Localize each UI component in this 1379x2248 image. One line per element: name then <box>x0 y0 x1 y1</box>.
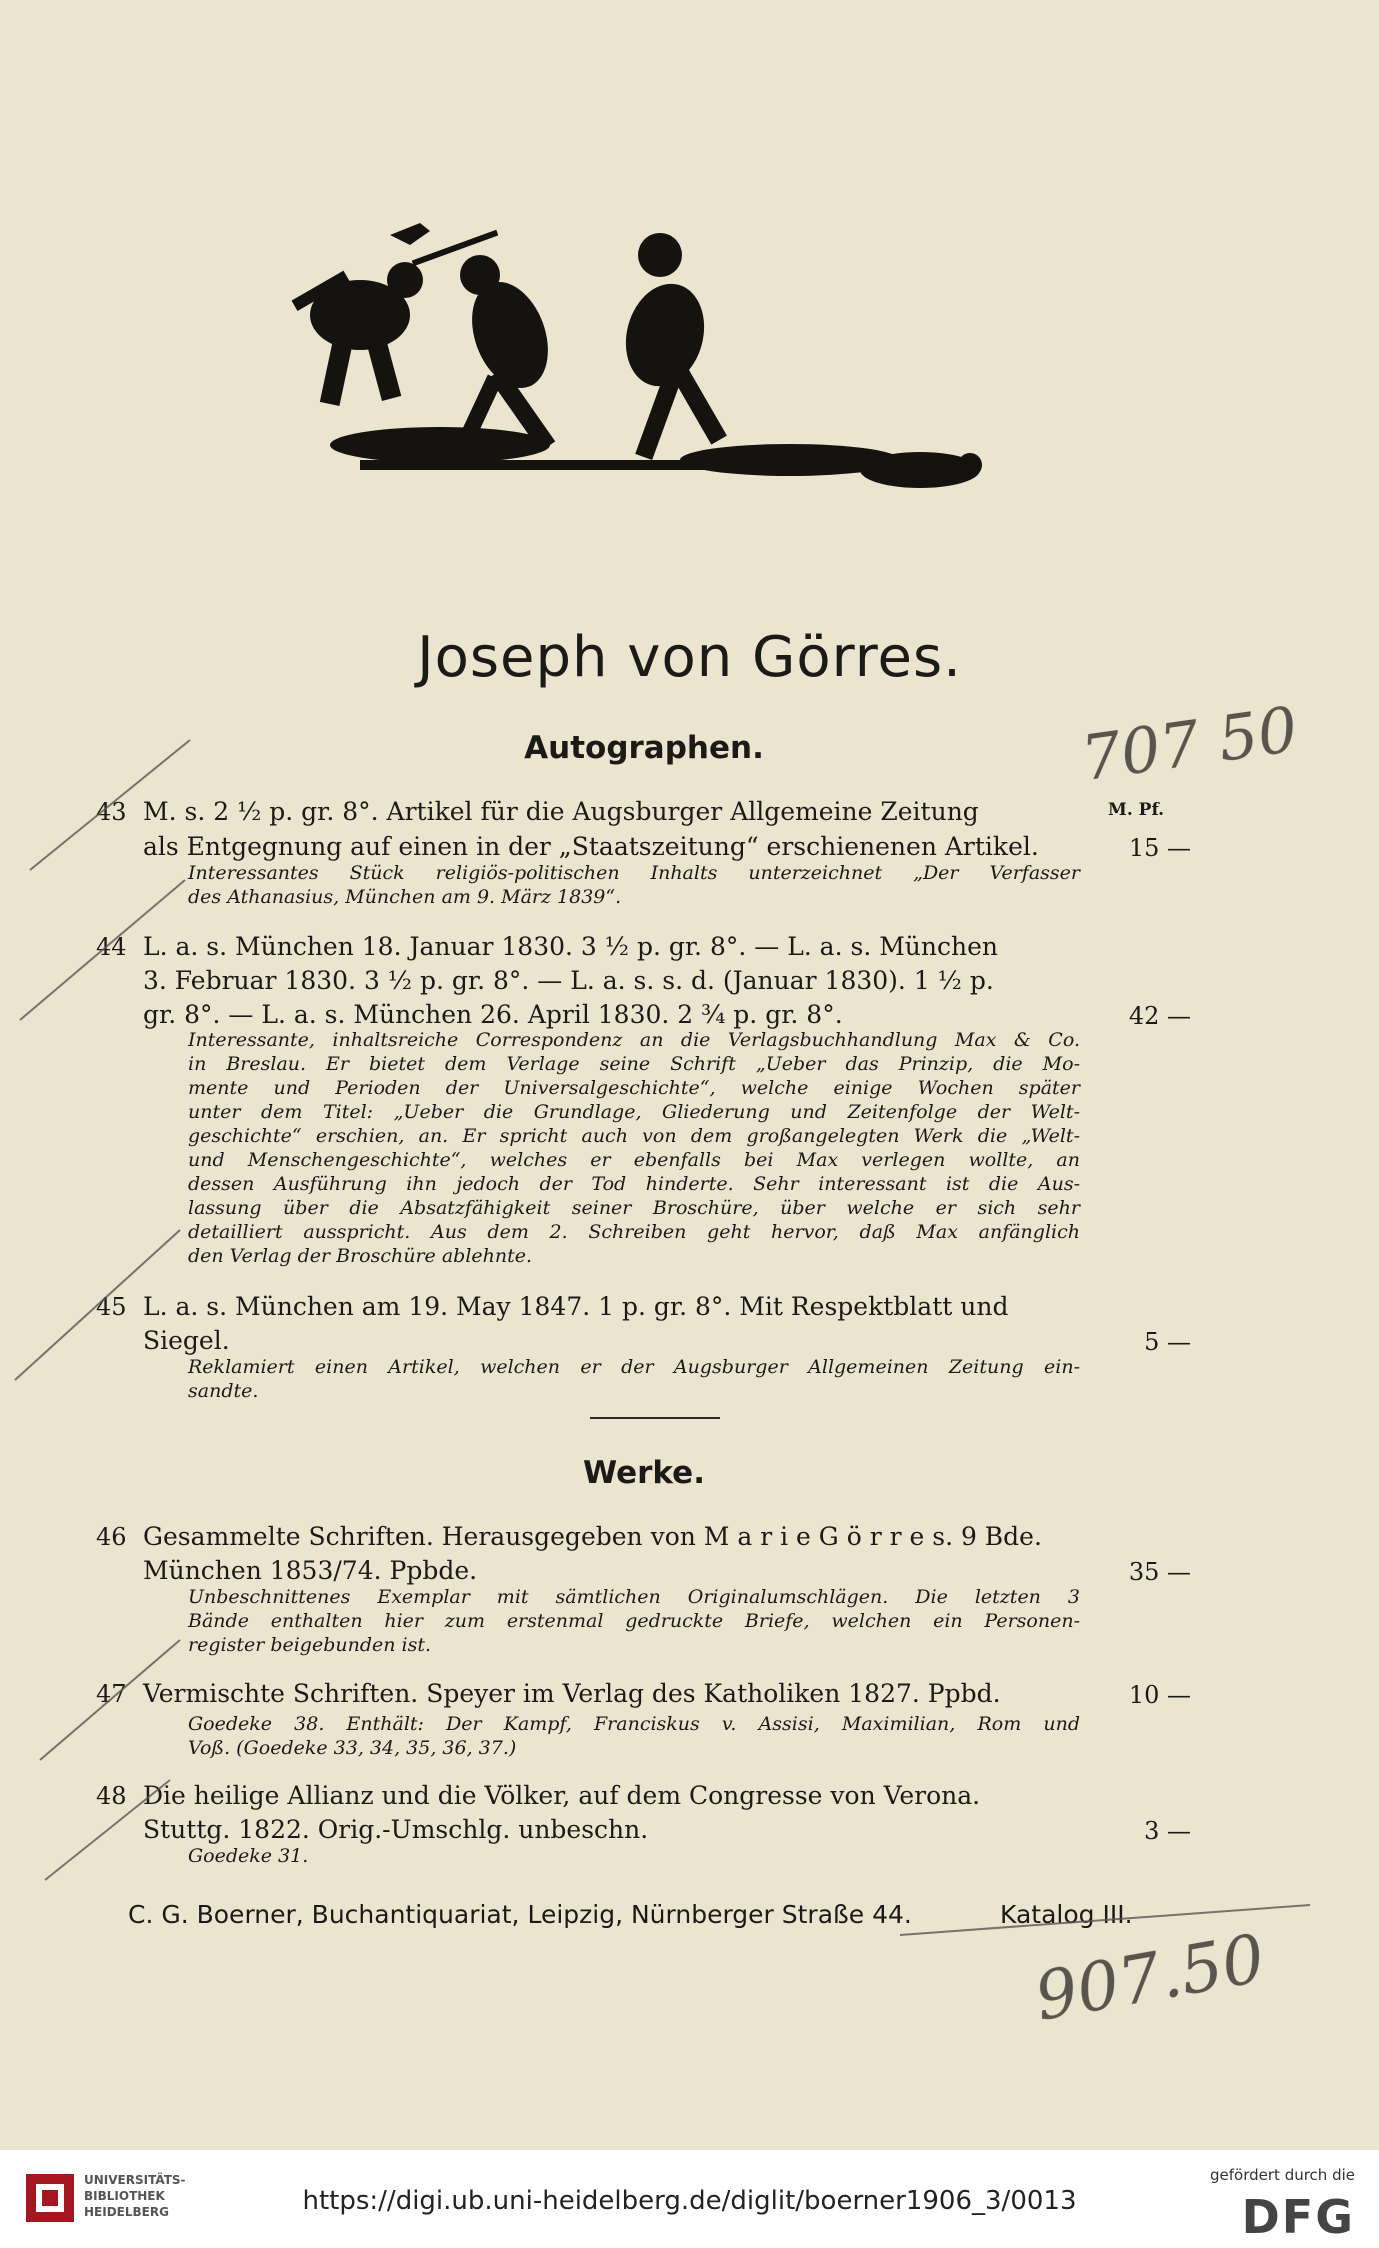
publisher-imprint: C. G. Boerner, Buchantiquariat, Leipzig, Nürnberger Straße 44. <box>128 1900 912 1929</box>
library-name: UNIVERSITÄTS- BIBLIOTHEK HEIDELBERG <box>84 2173 186 2219</box>
entry-line: Siegel. <box>143 1326 230 1355</box>
entry-line: gr. 8°. — L. a. s. München 26. April 1830. 2 ¾ p. gr. 8°. <box>143 1000 843 1029</box>
entry-line: Vermischte Schriften. Speyer im Verlag des Katholiken 1827. Ppbd. <box>143 1679 1001 1708</box>
entry-line: als Entgegnung auf einen in der „Staatszeitung“ erschienenen Artikel. <box>143 832 1039 861</box>
entry-number: 44 <box>96 933 127 961</box>
entry-price: 42 — <box>1128 1002 1191 1030</box>
entry-price: 15 — <box>1128 834 1191 862</box>
entry-line: L. a. s. München 18. Januar 1830. 3 ½ p. gr. 8°. — L. a. s. München <box>143 932 999 961</box>
funded-by-label: gefördert durch die <box>1210 2166 1355 2184</box>
entry-note: Reklamiert einen Artikel, welchen er der Augsburger Allgemeinen Zeitung ein- sandte. <box>188 1356 1080 1402</box>
entry-number: 48 <box>96 1782 127 1810</box>
section-heading-works: Werke. <box>583 1455 705 1491</box>
entry-price: 3 — <box>1144 1817 1191 1845</box>
entry-price: 35 — <box>1128 1558 1191 1586</box>
entry-line: Gesammelte Schriften. Herausgegeben von M a r i e G ö r r e s. 9 Bde. <box>143 1522 1042 1551</box>
page-title: Joseph von Görres. <box>417 625 962 690</box>
entry-line: 3. Februar 1830. 3 ½ p. gr. 8°. — L. a. s. s. d. (Januar 1830). 1 ½ p. <box>143 966 994 995</box>
permalink-url[interactable]: https://digi.ub.uni-heidelberg.de/diglit/boerner1906_3/0013 <box>302 2186 1077 2216</box>
entry-line: Stuttg. 1822. Orig.-Umschlg. unbeschn. <box>143 1815 649 1844</box>
entry-line: L. a. s. München am 19. May 1847. 1 p. gr. 8°. Mit Respektblatt und <box>143 1292 1009 1321</box>
handwritten-price-1: 707 50 <box>1076 692 1302 795</box>
entry-number: 45 <box>96 1293 127 1321</box>
entry-number: 46 <box>96 1523 127 1551</box>
entry-number: 47 <box>96 1680 127 1708</box>
entry-note: Goedeke 31. <box>188 1845 309 1867</box>
entry-note: Unbeschnittenes Exemplar mit sämtlichen Originalumschlägen. Die letzten 3 Bände enthalten hier zum erstenmal gedruckte Briefe, welchen ein Personen- register beigebunden ist. <box>188 1586 1080 1656</box>
entry-note: Goedeke 38. Enthält: Der Kampf, Franciskus v. Assisi, Maximilian, Rom und Voß. (Goedeke 33, 34, 35, 36, 37.) <box>188 1713 1080 1759</box>
entry-line: München 1853/74. Ppbde. <box>143 1556 478 1585</box>
entry-number: 43 <box>96 798 127 826</box>
entry-note: Interessante, inhaltsreiche Correspondenz an die Verlagsbuchhandlung Max & Co. in Breslau. Er bietet dem Verlage seine Schrift „Ueber das Prinzip, die Mo- mente und Perioden der Universalgeschichte“, welche einige Wochen später unter dem Titel: „Ueber die Grundlage, Gliederung und Zeitenfolge der Welt- geschichte“ erschien, an. Er spricht auch von dem großangelegten Werk die „Welt- und Menschengeschichte“, welches er ebenfalls bei Max verlegen wollte, an dessen Ausführung ihn jedoch der Tod hinderte. Sehr interessant ist die Aus- lassung über die Absatzfähigkeit seiner Broschüre, über welche er sich sehr detailliert ausspricht. Aus dem 2. Schreiben geht hervor, daß Max anfänglich den Verlag der Broschüre ablehnte. <box>188 1029 1080 1267</box>
section-divider <box>590 1417 720 1419</box>
entry-note: Interessantes Stück religiös-politischen Inhalts unterzeichnet „Der Verfasser des Athanasius, München am 9. März 1839“. <box>188 862 1080 908</box>
section-heading-autographs: Autographen. <box>524 730 764 766</box>
dfg-logo: DFG <box>1241 2190 1355 2244</box>
entry-price: 5 — <box>1144 1328 1191 1356</box>
price-column-header: M. Pf. <box>1108 800 1165 820</box>
catalog-footer <box>128 1900 1133 1929</box>
entry-line: M. s. 2 ½ p. gr. 8°. Artikel für die Augsburger Allgemeine Zeitung <box>143 797 979 826</box>
silhouette-vignette-image <box>270 215 1090 515</box>
catalog-number: Katalog III. <box>1000 1900 1133 1929</box>
entry-line: Die heilige Allianz und die Völker, auf dem Congresse von Verona. <box>143 1781 981 1810</box>
handwritten-price-2: 907.50 <box>1029 1919 1271 2036</box>
entry-price: 10 — <box>1128 1681 1191 1709</box>
